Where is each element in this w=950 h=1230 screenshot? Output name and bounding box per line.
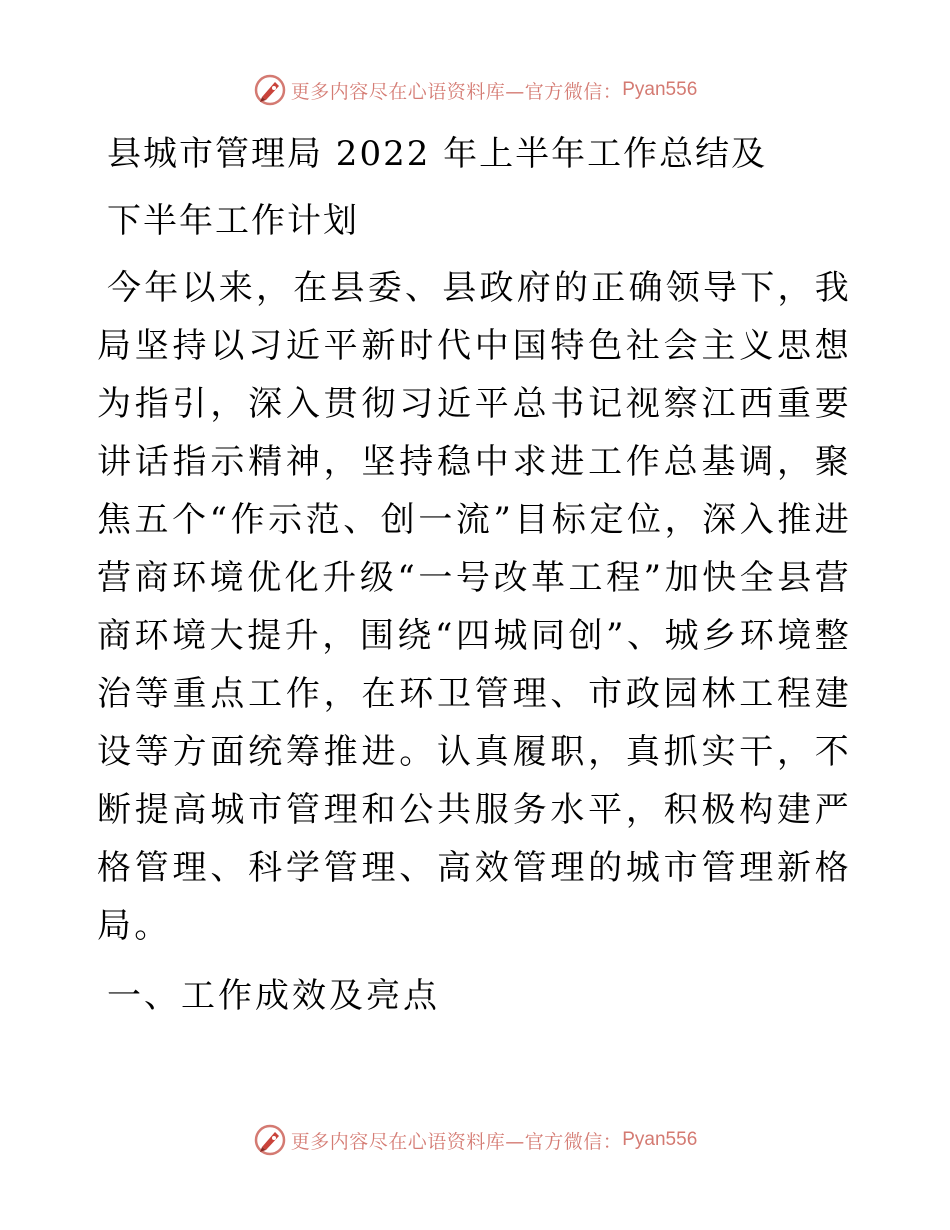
document-title-line-2: 下半年工作计划 bbox=[107, 201, 359, 241]
document-title-line-1: 县城市管理局 2022 年上半年工作总结及 bbox=[107, 134, 768, 174]
pen-logo-icon bbox=[253, 1123, 287, 1157]
watermark-wechat-id: Pyan556 bbox=[622, 79, 698, 100]
watermark-text: 更多内容尽在心语资料库—官方微信： bbox=[290, 1130, 623, 1153]
intro-paragraph: 今年以来，在县委、县政府的正确领导下，我局坚持以习近平新时代中国特色社会主义思想为指引，深入贯彻习近平总书记视察江西重要讲话指示精神，坚持稳中求进工作总基调，聚焦五个“作示范、创一流”目标定位，深入推进营商环境优化升级“一号改革工程”加快全县营商环境大提升，围绕“四城同创”、城乡环境整治等重点工作，在环卫管理、市政园林工程建设等方面统筹推进。认真履职，真抓实干，不断提高城市管理和公共服务水平，积极构建严格管理、科学管理、高效管理的城市管理新格局。 bbox=[97, 268, 852, 946]
pen-logo-icon bbox=[253, 73, 287, 107]
section-heading: 一、工作成效及亮点 bbox=[107, 976, 440, 1016]
watermark-text: 更多内容尽在心语资料库—官方微信： bbox=[290, 80, 623, 103]
watermark-footer bbox=[0, 1120, 950, 1160]
watermark-header bbox=[0, 70, 950, 110]
watermark-wechat-id: Pyan556 bbox=[622, 1129, 698, 1150]
document-body bbox=[97, 124, 852, 1025]
